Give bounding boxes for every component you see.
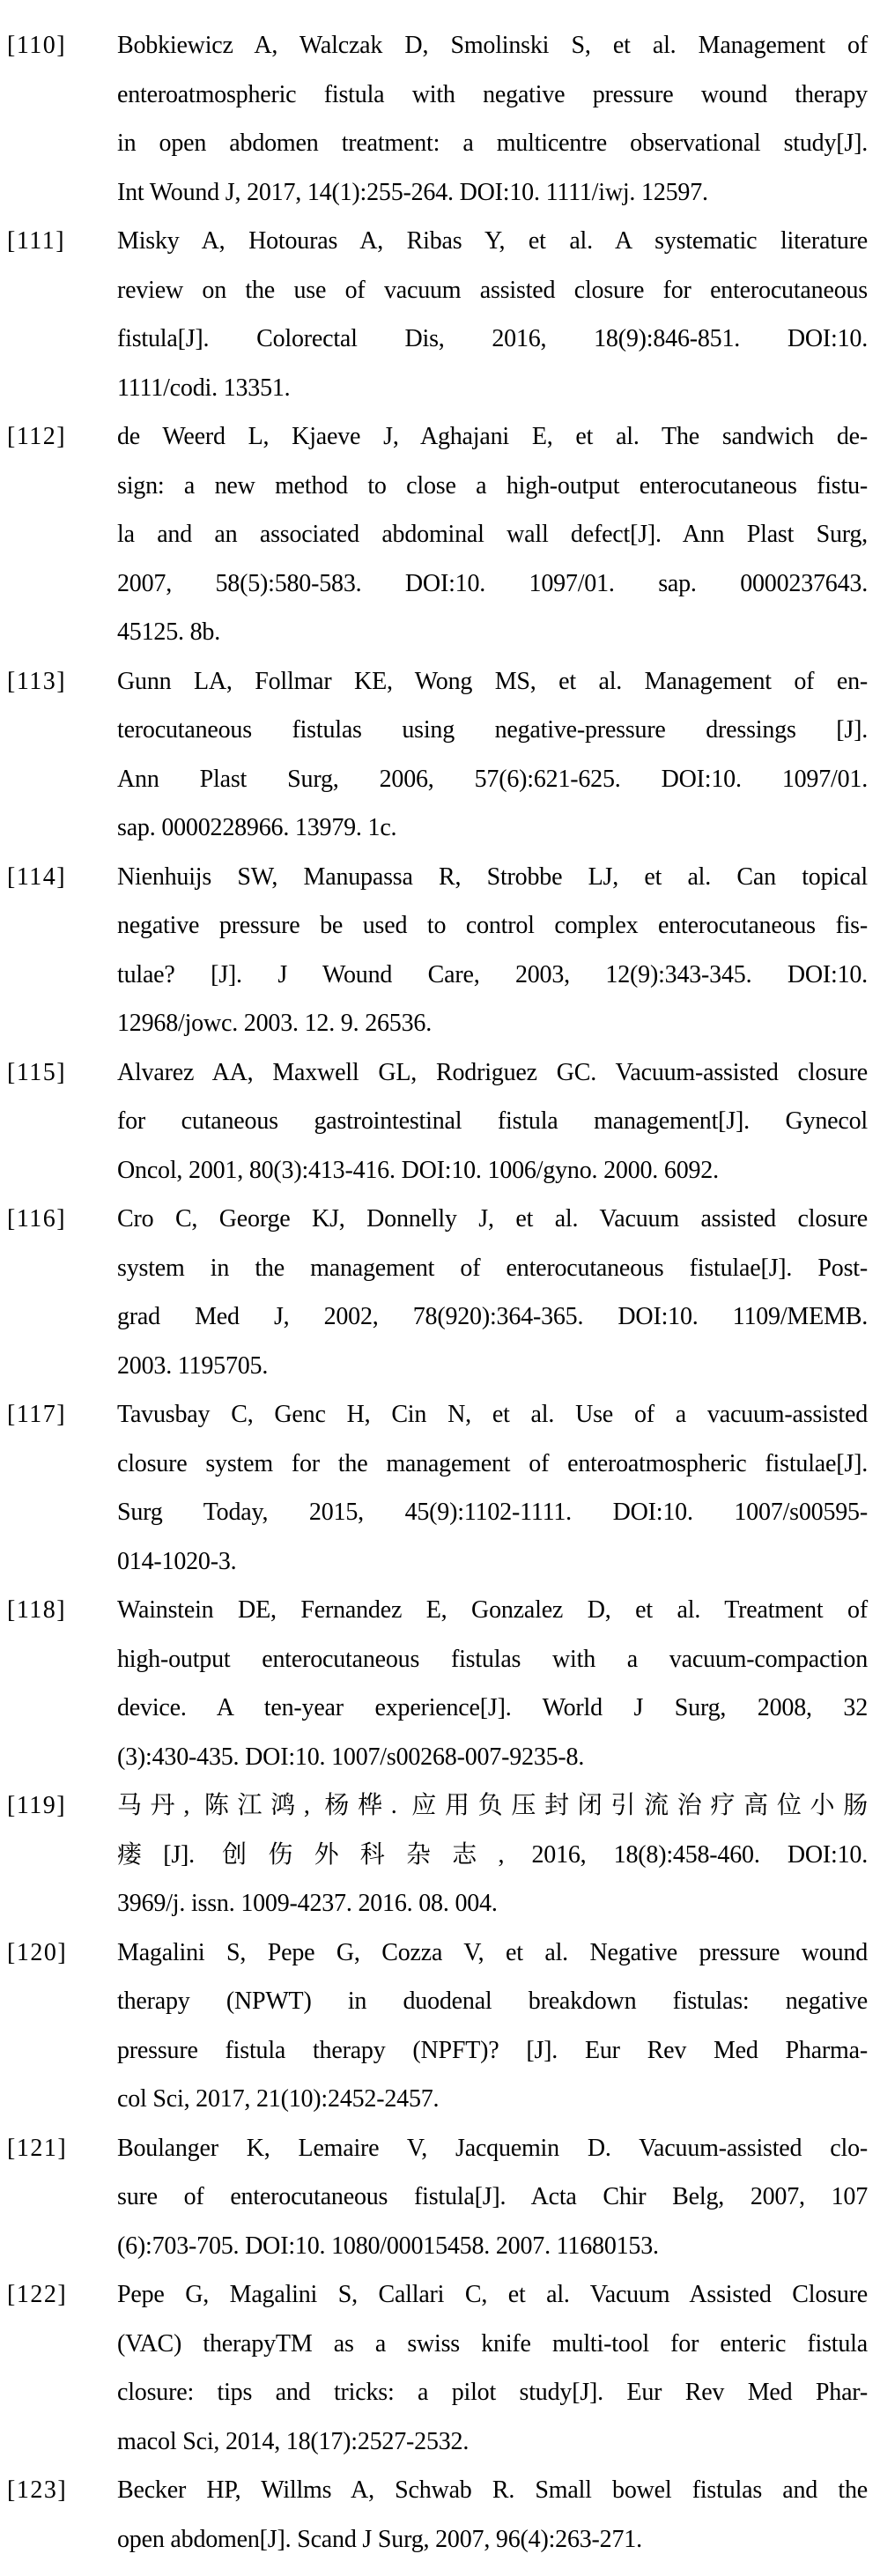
reference-number: [114] bbox=[7, 862, 67, 891]
reference-text bbox=[117, 2270, 868, 2466]
reference-text bbox=[117, 1586, 868, 1781]
reference-line: for cutaneous gastrointestinal fistula management[J]. Gynecol bbox=[117, 1107, 868, 1135]
reference-item bbox=[0, 657, 880, 853]
reference-line: Oncol, 2001, 80(3):413-416. DOI:10. 1006/gyno. 2000. 6092. bbox=[117, 1156, 719, 1184]
reference-line: grad Med J, 2002, 78(920):364-365. DOI:10. 1109/MEMB. bbox=[117, 1303, 868, 1330]
reference-line: enteroatmospheric fistula with negative pressure wound therapy bbox=[117, 80, 868, 108]
reference-line: (3):430-435. DOI:10. 1007/s00268-007-9235-8. bbox=[117, 1743, 585, 1771]
reference-text bbox=[117, 853, 868, 1048]
reference-line: Boulanger K, Lemaire V, Jacquemin D. Vacuum-assisted clo- bbox=[117, 2134, 868, 2162]
reference-text bbox=[117, 1048, 868, 1195]
reference-line: macol Sci, 2014, 18(17):2527-2532. bbox=[117, 2427, 470, 2455]
reference-number: [116] bbox=[7, 1205, 67, 1232]
reference-line: high-output enterocutaneous fistulas with a vacuum-compaction bbox=[117, 1645, 868, 1673]
reference-number: [118] bbox=[7, 1596, 67, 1624]
reference-line: sign: a new method to close a high-output enterocutaneous fistu- bbox=[117, 471, 868, 500]
reference-item bbox=[0, 2124, 880, 2271]
reference-line: 2003. 1195705. bbox=[117, 1351, 269, 1380]
reference-line: Misky A, Hotouras A, Ribas Y, et al. A systematic literature bbox=[117, 227, 868, 255]
reference-line: Ann Plast Surg, 2006, 57(6):621-625. DOI:10. 1097/01. bbox=[117, 765, 868, 793]
reference-line: in open abdomen treatment: a multicentre observational study[J]. bbox=[117, 130, 868, 157]
reference-line: Int Wound J, 2017, 14(1):255-264. DOI:10. 1111/iwj. 12597. bbox=[117, 178, 708, 206]
reference-line: sap. 0000228966. 13979. 1c. bbox=[117, 814, 397, 841]
reference-line: (VAC) therapyTM as a swiss knife multi-tool for enteric fistula bbox=[117, 2329, 868, 2358]
reference-line: Wainstein DE, Fernandez E, Gonzalez D, et al. Treatment of bbox=[117, 1596, 868, 1624]
reference-number: [119] bbox=[7, 1792, 67, 1819]
reference-item bbox=[0, 1195, 880, 1390]
reference-number: [117] bbox=[7, 1401, 67, 1428]
reference-line: fistula[J]. Colorectal Dis, 2016, 18(9):846-851. DOI:10. bbox=[117, 325, 868, 352]
reference-line: (6):703-705. DOI:10. 1080/00015458. 2007. 11680153. bbox=[117, 2232, 659, 2260]
reference-item bbox=[0, 412, 880, 657]
reference-text bbox=[117, 1928, 868, 2124]
reference-number: [123] bbox=[7, 2476, 68, 2504]
reference-line: Cro C, George KJ, Donnelly J, et al. Vacuum assisted closure bbox=[117, 1205, 868, 1232]
reference-line: negative pressure be used to control complex enterocutaneous fis- bbox=[117, 912, 868, 939]
reference-item bbox=[0, 2466, 880, 2564]
reference-line: 45125. 8b. bbox=[117, 618, 221, 646]
reference-number: [112] bbox=[7, 423, 67, 450]
reference-number: [111] bbox=[7, 227, 66, 255]
reference-item bbox=[0, 853, 880, 1048]
reference-text bbox=[117, 412, 868, 657]
reference-item bbox=[0, 1390, 880, 1586]
reference-line: closure: tips and tricks: a pilot study[J]. Eur Rev Med Phar- bbox=[117, 2379, 868, 2406]
reference-item bbox=[0, 1781, 880, 1928]
reference-line: Nienhuijs SW, Manupassa R, Strobbe LJ, et al. Can topical bbox=[117, 862, 868, 891]
reference-item bbox=[0, 1586, 880, 1781]
reference-number: [122] bbox=[7, 2281, 68, 2308]
reference-text bbox=[117, 1390, 868, 1586]
reference-line: tulae? [J]. J Wound Care, 2003, 12(9):343-345. DOI:10. bbox=[117, 960, 868, 988]
reference-line: Gunn LA, Follmar KE, Wong MS, et al. Management of en- bbox=[117, 667, 868, 695]
reference-line: Bobkiewicz A, Walczak D, Smolinski S, et al. Management of bbox=[117, 32, 868, 59]
reference-line: therapy (NPWT) in duodenal breakdown fistulas: negative bbox=[117, 1988, 868, 2015]
reference-text bbox=[117, 2466, 868, 2564]
reference-text bbox=[117, 1195, 868, 1390]
reference-item bbox=[0, 21, 880, 217]
reference-text bbox=[117, 2124, 868, 2271]
reference-line: Pepe G, Magalini S, Callari C, et al. Vacuum Assisted Closure bbox=[117, 2281, 868, 2308]
reference-line: 014-1020-3. bbox=[117, 1547, 237, 1575]
reference-line: pressure fistula therapy (NPFT)? [J]. Eur Rev Med Pharma- bbox=[117, 2036, 868, 2064]
reference-line: Surg Today, 2015, 45(9):1102-1111. DOI:10. 1007/s00595- bbox=[117, 1499, 868, 1526]
reference-line: 3969/j. issn. 1009-4237. 2016. 08. 004. bbox=[117, 1890, 498, 1917]
reference-line: Magalini S, Pepe G, Cozza V, et al. Negative pressure wound bbox=[117, 1938, 868, 1966]
reference-line: Alvarez AA, Maxwell GL, Rodriguez GC. Vacuum-assisted closure bbox=[117, 1058, 868, 1086]
reference-item bbox=[0, 1928, 880, 2124]
reference-line: 瘘[J]. 创伤外科杂志, 2016, 18(8):458-460. DOI:10. bbox=[117, 1840, 868, 1869]
reference-line: review on the use of vacuum assisted closure for enterocutaneous bbox=[117, 276, 868, 304]
reference-number: [121] bbox=[7, 2134, 68, 2162]
reference-text bbox=[117, 657, 868, 853]
reference-line: 马丹, 陈江鸿, 杨桦. 应用负压封闭引流治疗高位小肠 bbox=[117, 1792, 868, 1819]
reference-line: de Weerd L, Kjaeve J, Aghajani E, et al. The sandwich de- bbox=[117, 423, 868, 450]
reference-line: 1111/codi. 13351. bbox=[117, 374, 291, 402]
reference-line: closure system for the management of enteroatmospheric fistulae[J]. bbox=[117, 1449, 868, 1477]
reference-line: col Sci, 2017, 21(10):2452-2457. bbox=[117, 2085, 440, 2113]
reference-line: system in the management of enterocutaneous fistulae[J]. Post- bbox=[117, 1254, 868, 1282]
reference-text bbox=[117, 21, 868, 217]
reference-line: Becker HP, Willms A, Schwab R. Small bowel fistulas and the bbox=[117, 2476, 868, 2504]
reference-text bbox=[117, 1781, 868, 1928]
reference-line: open abdomen[J]. Scand J Surg, 2007, 96(4):263-271. bbox=[117, 2525, 642, 2553]
reference-number: [115] bbox=[7, 1058, 67, 1086]
reference-item bbox=[0, 1048, 880, 1195]
reference-line: la and an associated abdominal wall defect[J]. Ann Plast Surg, bbox=[117, 521, 868, 548]
reference-item bbox=[0, 2270, 880, 2466]
reference-number: [110] bbox=[7, 32, 67, 59]
reference-line: device. A ten-year experience[J]. World J Surg, 2008, 32 bbox=[117, 1694, 868, 1721]
reference-line: Tavusbay C, Genc H, Cin N, et al. Use of a vacuum-assisted bbox=[117, 1401, 868, 1428]
reference-number: [120] bbox=[7, 1938, 68, 1966]
reference-line: sure of enterocutaneous fistula[J]. Acta Chir Belg, 2007, 107 bbox=[117, 2183, 868, 2210]
reference-item bbox=[0, 217, 880, 412]
reference-text bbox=[117, 217, 868, 412]
reference-line: 2007, 58(5):580-583. DOI:10. 1097/01. sap. 0000237643. bbox=[117, 569, 868, 597]
reference-line: 12968/jowc. 2003. 12. 9. 26536. bbox=[117, 1010, 433, 1037]
reference-number: [113] bbox=[7, 667, 67, 695]
reference-line: terocutaneous fistulas using negative-pressure dressings [J]. bbox=[117, 716, 868, 744]
